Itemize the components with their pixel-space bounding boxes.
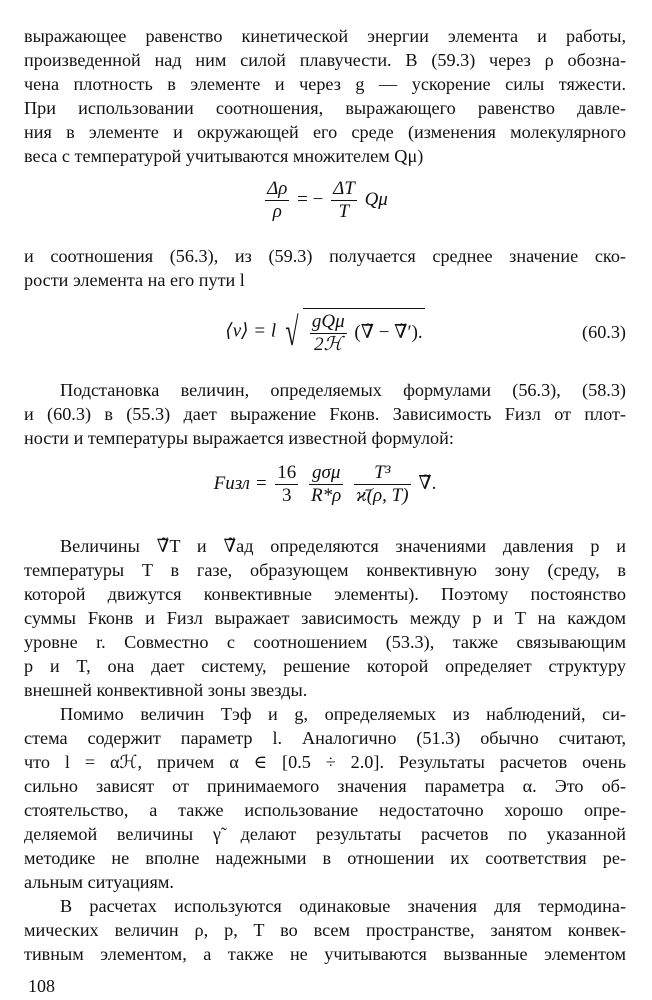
- formula-density-ratio: $\frac{\Delta\rho}{\rho}$ = − $\frac{\Delta T}{T}$ Qμ: [267, 178, 388, 222]
- text-line: стема содержит параметр l. Аналогично (51.3) обычно считают,: [24, 728, 626, 748]
- text-line: температуры T в газе, образующем конвективную зону (среду, в: [24, 560, 626, 580]
- fraction: $\frac{\text{gσμ}}{R*\rho}$: [311, 462, 342, 506]
- text-line: тивным элементом, а также не учитываются вызванные элементом: [24, 944, 626, 964]
- equation-number: (60.3): [582, 322, 626, 342]
- text-line: Подстановка величин, определяемых формулами (56.3), (58.3): [60, 380, 626, 400]
- text-line: выражающее равенство кинетической энергии элемента и работы,: [24, 26, 626, 46]
- text-line: Величины ∇̃T и ∇̃ад определяются значениями давления p и: [60, 536, 626, 556]
- fraction: $\frac{\text{T³}}{ϰ̄(\rho, T)}$: [356, 462, 409, 506]
- fraction: $\frac{\text{gQμ}}{\text{2ℋ}}$: [311, 311, 345, 355]
- text-line: и (60.3) в (55.3) дает выражение Fконв. Зависимость Fизл от плот-: [24, 404, 626, 424]
- text-line: чена плотность в элементе и через g — ускорение силы тяжести.: [24, 74, 626, 94]
- text-line: ния в элементе и окружающей его среде (изменения молекулярного: [24, 122, 626, 142]
- formula-mean-velocity: ⟨v⟩ = l √ $\frac{\text{gQμ}}{\text{2ℋ}}$ (∇̃ − ∇̃′). (60.3): [225, 309, 626, 355]
- fraction: $\frac{16}{3}$: [277, 462, 297, 506]
- text-line: произведенной над ним силой плавучести. В (59.3) через ρ обозна-: [24, 50, 626, 70]
- sqrt-body: $\frac{\text{gQμ}}{\text{2ℋ}}$ (∇̃ − ∇̃′).: [303, 308, 425, 356]
- sqrt-icon: √: [285, 309, 299, 354]
- text-line: сильно зависят от принимаемого значения параметра α. Это об-: [24, 776, 626, 796]
- formula-radiative-flux: Fизл = $\frac{16}{3}$ $\frac{\text{gσμ}}{R*\rho}$ $\frac{\text{T³}}{ϰ̄(\rho, T)}$ ∇̃.: [213, 462, 437, 506]
- text-line: внешней конвективной зоны звезды.: [24, 680, 308, 700]
- text-line: Помимо величин Tэф и g, определяемых из наблюдений, си-: [60, 704, 626, 724]
- text-line: которой движутся конвективные элементы). Поэтому постоянство: [24, 584, 626, 604]
- text-line: рости элемента на его пути l: [24, 270, 245, 290]
- text-line: стоятельство, а также использование недостаточно хорошо опре-: [24, 800, 626, 820]
- text-line: мических величин ρ, p, T во всем пространстве, занятом конвек-: [24, 920, 626, 940]
- fraction: $\frac{\Delta T}{T}$: [333, 178, 355, 222]
- text-line: деляемой величины γ̃ делают результаты расчетов по указанной: [24, 824, 626, 844]
- text-line: При использовании соотношения, выражающего равенство давле-: [24, 98, 626, 118]
- text-line: методике не вполне надежными в отношении их соответствия ре-: [24, 848, 626, 868]
- text-line: ности и температуры выражается известной формулой:: [24, 428, 454, 448]
- text-line: что l = αℋ, причем α ∈ [0.5 ÷ 2.0]. Результаты расчетов очень: [24, 752, 626, 772]
- text-line: и соотношения (56.3), из (59.3) получается среднее значение ско-: [24, 246, 626, 266]
- text-line: уровне r. Совместно с соотношением (53.3), также связывающим: [24, 632, 626, 652]
- text-line: веса с температурой учитываются множителем Qμ): [24, 146, 424, 166]
- text-line: альным ситуациям.: [24, 872, 174, 892]
- text-line: p и T, она дает систему, решение которой определяет структуру: [24, 656, 626, 676]
- page-number: 108: [28, 976, 55, 996]
- text-line: В расчетах используются одинаковые значения для термодина-: [60, 896, 626, 916]
- text-line: суммы Fконв и Fизл выражает зависимость между p и T на каждом: [24, 608, 626, 628]
- fraction: $\frac{\Delta\rho}{\rho}$: [267, 178, 288, 222]
